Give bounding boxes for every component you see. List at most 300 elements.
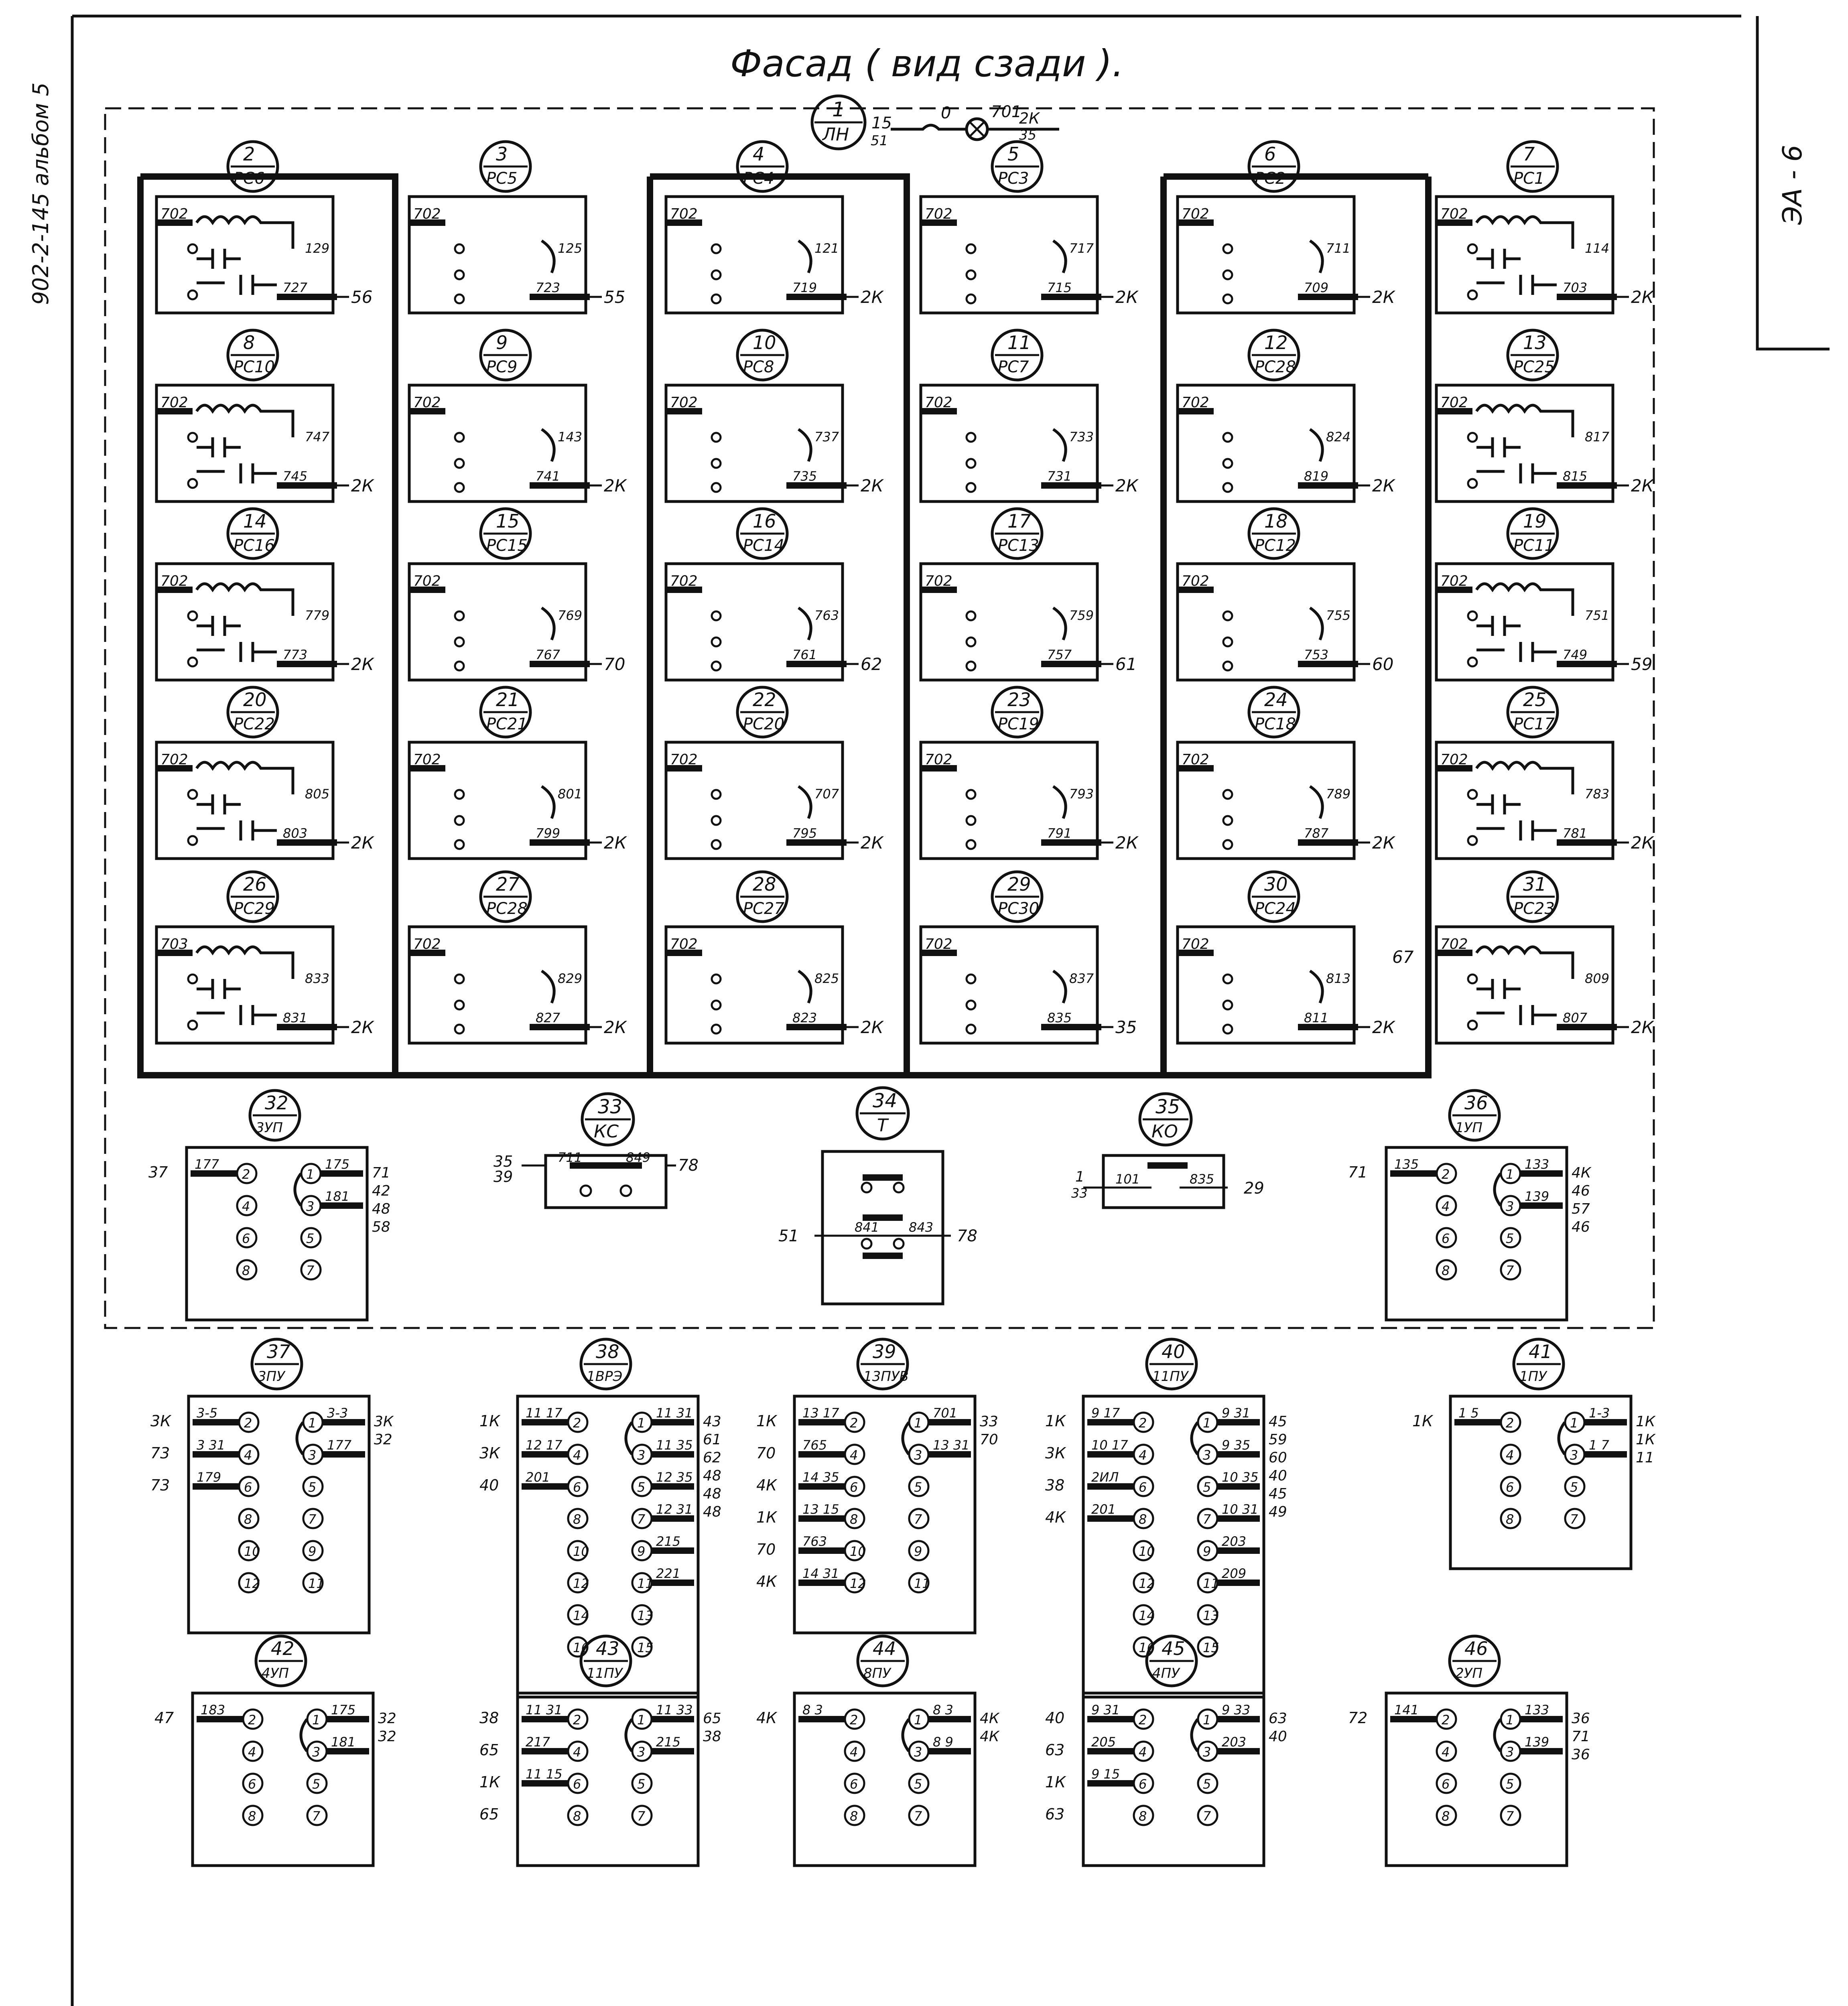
- svg-text:702: 702: [1182, 936, 1209, 952]
- svg-text:2К: 2К: [351, 1017, 374, 1037]
- svg-text:3К: 3К: [479, 1444, 500, 1462]
- svg-text:2К: 2К: [604, 1017, 627, 1037]
- svg-text:4К: 4К: [1045, 1509, 1066, 1526]
- svg-text:70: 70: [604, 654, 625, 674]
- svg-text:811: 811: [1304, 1010, 1329, 1025]
- svg-text:7: 7: [637, 1512, 646, 1527]
- svg-text:9 31: 9 31: [1091, 1702, 1120, 1718]
- svg-text:10: 10: [244, 1544, 260, 1559]
- svg-text:73: 73: [150, 1476, 170, 1494]
- svg-text:2К: 2К: [1115, 833, 1138, 853]
- svg-text:4: 4: [1442, 1744, 1450, 1760]
- svg-text:1ПУ: 1ПУ: [1519, 1368, 1547, 1385]
- svg-text:702: 702: [1440, 206, 1468, 222]
- svg-text:13: 13: [1523, 332, 1547, 353]
- svg-text:824: 824: [1326, 429, 1351, 445]
- svg-text:62: 62: [703, 1450, 721, 1466]
- svg-text:58: 58: [372, 1219, 390, 1235]
- svg-text:3: 3: [637, 1448, 646, 1463]
- svg-text:9: 9: [1203, 1544, 1211, 1559]
- svg-text:9 17: 9 17: [1091, 1405, 1120, 1421]
- svg-text:2: 2: [850, 1712, 858, 1728]
- relay-31: [1436, 872, 1655, 1043]
- relay-29: [921, 872, 1137, 1043]
- svg-text:РС27: РС27: [743, 899, 784, 918]
- svg-text:38: 38: [479, 1709, 499, 1727]
- svg-text:2К: 2К: [1115, 287, 1138, 307]
- svg-text:63: 63: [1269, 1710, 1287, 1727]
- relay-11: [921, 330, 1139, 502]
- svg-text:12 17: 12 17: [526, 1437, 563, 1453]
- svg-text:6: 6: [850, 1480, 858, 1495]
- svg-text:1: 1: [914, 1712, 922, 1728]
- svg-text:755: 755: [1326, 608, 1351, 623]
- svg-text:40: 40: [479, 1476, 499, 1494]
- svg-text:РС16: РС16: [234, 536, 275, 555]
- svg-text:1К: 1К: [1636, 1413, 1655, 1430]
- svg-text:РС4: РС4: [743, 169, 774, 188]
- svg-text:РС20: РС20: [743, 715, 784, 733]
- svg-text:8: 8: [1442, 1809, 1450, 1824]
- relay-25: [1436, 687, 1655, 859]
- relay-18: [1178, 509, 1393, 680]
- svg-text:5: 5: [1007, 143, 1019, 165]
- svg-text:1К: 1К: [479, 1773, 500, 1791]
- svg-text:78: 78: [957, 1227, 977, 1245]
- svg-text:1К: 1К: [1045, 1773, 1066, 1791]
- svg-text:4: 4: [242, 1199, 250, 1214]
- svg-text:24: 24: [1264, 689, 1288, 711]
- svg-text:14 31: 14 31: [802, 1566, 839, 1581]
- svg-text:14: 14: [1139, 1608, 1155, 1623]
- svg-text:5: 5: [637, 1480, 646, 1495]
- svg-text:12 35: 12 35: [656, 1470, 693, 1485]
- svg-text:221: 221: [656, 1566, 681, 1581]
- svg-text:11 15: 11 15: [526, 1766, 563, 1782]
- svg-text:7: 7: [308, 1512, 317, 1527]
- svg-text:35: 35: [1156, 1096, 1180, 1118]
- svg-text:15: 15: [1203, 1640, 1219, 1655]
- svg-text:РС21: РС21: [486, 715, 528, 733]
- svg-text:25: 25: [1523, 689, 1547, 711]
- svg-text:12: 12: [573, 1576, 589, 1591]
- svg-text:702: 702: [1440, 936, 1468, 952]
- device-35-ko: [1071, 1094, 1264, 1208]
- svg-text:2К: 2К: [351, 833, 374, 853]
- svg-text:823: 823: [792, 1010, 817, 1025]
- svg-text:13: 13: [1203, 1608, 1219, 1623]
- svg-text:33: 33: [1071, 1186, 1088, 1201]
- svg-text:2ИЛ: 2ИЛ: [1091, 1470, 1119, 1485]
- svg-text:РС24: РС24: [1255, 899, 1296, 918]
- svg-text:1К: 1К: [756, 1509, 777, 1526]
- svg-text:55: 55: [604, 287, 625, 307]
- svg-text:831: 831: [283, 1010, 308, 1025]
- switch-41: [1412, 1339, 1656, 1569]
- relay-27: [409, 872, 628, 1043]
- svg-text:765: 765: [802, 1437, 827, 1453]
- svg-text:8ПУ: 8ПУ: [863, 1665, 891, 1681]
- svg-text:6: 6: [242, 1231, 250, 1246]
- svg-text:22: 22: [753, 689, 776, 711]
- svg-text:135: 135: [1394, 1157, 1419, 1172]
- svg-text:114: 114: [1585, 241, 1610, 256]
- svg-text:1УП: 1УП: [1455, 1120, 1482, 1136]
- svg-text:3: 3: [1506, 1744, 1514, 1760]
- relay-26: [156, 872, 375, 1043]
- svg-text:12: 12: [1139, 1576, 1155, 1591]
- svg-text:РС11: РС11: [1513, 536, 1555, 555]
- svg-text:4: 4: [248, 1744, 256, 1760]
- svg-text:749: 749: [1563, 647, 1588, 662]
- svg-text:65: 65: [479, 1805, 499, 1823]
- svg-text:65: 65: [479, 1741, 499, 1759]
- svg-text:5: 5: [312, 1777, 321, 1792]
- svg-text:2К: 2К: [861, 476, 883, 495]
- svg-text:2К: 2К: [1631, 1017, 1654, 1037]
- svg-text:42: 42: [372, 1183, 390, 1199]
- svg-text:16: 16: [753, 510, 776, 532]
- svg-text:23: 23: [1007, 689, 1031, 711]
- svg-text:9: 9: [496, 332, 508, 353]
- svg-text:2: 2: [1442, 1167, 1450, 1182]
- svg-text:735: 735: [792, 469, 817, 484]
- svg-text:702: 702: [413, 394, 441, 411]
- svg-text:1: 1: [1203, 1712, 1211, 1728]
- svg-text:7: 7: [637, 1809, 646, 1824]
- svg-text:3: 3: [637, 1744, 646, 1760]
- svg-text:3К: 3К: [150, 1412, 171, 1430]
- svg-text:10 17: 10 17: [1091, 1437, 1128, 1453]
- svg-text:61: 61: [703, 1431, 721, 1448]
- svg-text:711: 711: [558, 1150, 583, 1165]
- svg-text:6: 6: [1139, 1480, 1147, 1495]
- svg-text:217: 217: [526, 1734, 550, 1750]
- svg-text:702: 702: [160, 394, 188, 411]
- svg-text:11: 11: [1203, 1576, 1219, 1591]
- svg-text:38: 38: [1045, 1476, 1065, 1494]
- svg-text:3ПУ: 3ПУ: [258, 1368, 285, 1385]
- svg-text:4: 4: [573, 1744, 581, 1760]
- svg-text:702: 702: [925, 751, 952, 768]
- svg-text:702: 702: [1440, 751, 1468, 768]
- svg-text:2К: 2К: [1372, 287, 1395, 307]
- svg-text:12 31: 12 31: [656, 1502, 693, 1517]
- svg-text:2К: 2К: [1631, 287, 1654, 307]
- svg-text:11: 11: [1007, 332, 1031, 353]
- svg-text:2К: 2К: [351, 476, 374, 495]
- svg-text:759: 759: [1069, 608, 1094, 623]
- svg-text:702: 702: [413, 206, 441, 222]
- svg-text:3: 3: [1506, 1199, 1514, 1214]
- svg-text:835: 835: [1047, 1010, 1072, 1025]
- svg-text:7: 7: [306, 1263, 315, 1278]
- svg-text:1: 1: [832, 98, 845, 121]
- svg-text:61: 61: [1115, 654, 1137, 674]
- svg-text:35: 35: [1019, 127, 1037, 143]
- page-title: Фасад ( вид сзади ).: [730, 42, 1124, 85]
- svg-text:32: 32: [378, 1710, 396, 1727]
- svg-text:829: 829: [558, 971, 583, 986]
- svg-text:5: 5: [914, 1777, 922, 1792]
- svg-text:8: 8: [850, 1512, 858, 1527]
- relay-14: [156, 509, 375, 680]
- switch-46: [1348, 1636, 1590, 1866]
- svg-text:7: 7: [1203, 1809, 1211, 1824]
- corner-code: ЭА - 6: [1777, 145, 1808, 225]
- svg-text:1: 1: [312, 1712, 321, 1728]
- svg-text:773: 773: [283, 647, 308, 662]
- svg-text:201: 201: [1091, 1502, 1116, 1517]
- svg-text:4К: 4К: [980, 1728, 999, 1745]
- svg-text:7: 7: [914, 1512, 922, 1527]
- svg-text:702: 702: [413, 751, 441, 768]
- svg-text:702: 702: [670, 394, 698, 411]
- svg-text:1К: 1К: [756, 1412, 777, 1430]
- svg-text:793: 793: [1069, 786, 1094, 802]
- svg-text:59: 59: [1269, 1431, 1287, 1448]
- svg-text:8: 8: [248, 1809, 256, 1824]
- svg-text:РС1: РС1: [1513, 169, 1545, 188]
- svg-text:4: 4: [1442, 1199, 1450, 1214]
- svg-text:11 35: 11 35: [656, 1437, 693, 1453]
- svg-text:51: 51: [778, 1227, 799, 1245]
- svg-text:181: 181: [331, 1734, 356, 1750]
- svg-text:РС17: РС17: [1513, 715, 1555, 733]
- svg-text:19: 19: [1523, 510, 1547, 532]
- svg-text:787: 787: [1304, 826, 1329, 841]
- svg-text:5: 5: [637, 1777, 646, 1792]
- relay-23: [921, 687, 1139, 859]
- svg-text:40: 40: [1162, 1341, 1185, 1362]
- svg-text:761: 761: [792, 647, 817, 662]
- svg-text:1К: 1К: [479, 1412, 500, 1430]
- svg-text:1К: 1К: [1412, 1412, 1433, 1430]
- svg-text:63: 63: [1045, 1805, 1065, 1823]
- svg-text:15: 15: [871, 114, 892, 132]
- svg-text:125: 125: [558, 241, 583, 256]
- relay-17: [921, 509, 1137, 680]
- svg-text:2К: 2К: [861, 833, 883, 853]
- svg-text:56: 56: [351, 287, 373, 307]
- svg-text:9: 9: [308, 1544, 317, 1559]
- switch-36: [1348, 1090, 1592, 1320]
- svg-text:20: 20: [243, 689, 267, 711]
- svg-text:141: 141: [1394, 1702, 1419, 1718]
- svg-text:72: 72: [1348, 1709, 1368, 1727]
- svg-text:13 15: 13 15: [802, 1502, 839, 1517]
- svg-text:837: 837: [1069, 971, 1094, 986]
- svg-text:4К: 4К: [756, 1573, 777, 1590]
- svg-text:3К: 3К: [1045, 1444, 1066, 1462]
- svg-text:727: 727: [283, 280, 308, 295]
- svg-text:789: 789: [1326, 786, 1351, 802]
- svg-text:733: 733: [1069, 429, 1094, 445]
- svg-text:139: 139: [1525, 1189, 1549, 1204]
- svg-text:0: 0: [941, 104, 951, 122]
- svg-text:1: 1: [1570, 1415, 1578, 1431]
- svg-text:5: 5: [1506, 1777, 1514, 1792]
- svg-text:2: 2: [243, 143, 255, 165]
- svg-text:2: 2: [1139, 1415, 1147, 1431]
- svg-text:РС23: РС23: [1513, 899, 1555, 918]
- svg-text:3: 3: [306, 1199, 315, 1214]
- relay-4: [666, 142, 884, 313]
- svg-text:45: 45: [1162, 1638, 1185, 1659]
- svg-text:8: 8: [573, 1809, 581, 1824]
- svg-text:5: 5: [1570, 1480, 1578, 1495]
- svg-text:31: 31: [1523, 873, 1547, 895]
- svg-text:РС6: РС6: [234, 169, 265, 188]
- svg-text:1 5: 1 5: [1458, 1405, 1479, 1421]
- svg-text:10: 10: [753, 332, 776, 353]
- svg-text:51: 51: [871, 133, 888, 149]
- svg-text:4: 4: [573, 1448, 581, 1463]
- svg-text:6: 6: [244, 1480, 252, 1495]
- svg-text:2К: 2К: [604, 476, 627, 495]
- svg-text:10 35: 10 35: [1222, 1470, 1259, 1485]
- relay-7: [1436, 142, 1655, 313]
- svg-text:6: 6: [850, 1777, 858, 1792]
- svg-text:КС: КС: [594, 1121, 619, 1142]
- svg-text:8: 8: [1139, 1809, 1147, 1824]
- svg-text:1: 1: [1203, 1415, 1211, 1431]
- svg-text:48: 48: [703, 1504, 721, 1520]
- svg-text:741: 741: [536, 469, 560, 484]
- svg-text:46: 46: [1572, 1183, 1590, 1199]
- svg-text:841: 841: [855, 1220, 879, 1235]
- relay-12: [1178, 330, 1396, 502]
- svg-text:702: 702: [925, 573, 952, 589]
- svg-text:9 35: 9 35: [1222, 1437, 1251, 1453]
- svg-text:36: 36: [1572, 1746, 1590, 1763]
- svg-text:4К: 4К: [980, 1710, 999, 1727]
- svg-text:РС14: РС14: [743, 536, 784, 555]
- svg-text:7: 7: [1203, 1512, 1211, 1527]
- svg-text:121: 121: [814, 241, 839, 256]
- svg-text:767: 767: [536, 647, 560, 662]
- svg-text:6: 6: [573, 1480, 581, 1495]
- svg-text:11: 11: [637, 1576, 654, 1591]
- svg-text:10: 10: [573, 1544, 589, 1559]
- svg-text:6: 6: [248, 1777, 256, 1792]
- svg-text:7: 7: [1523, 143, 1535, 165]
- svg-text:2К: 2К: [1631, 476, 1654, 495]
- svg-text:59: 59: [1631, 654, 1653, 674]
- svg-text:46: 46: [1572, 1219, 1590, 1235]
- relay-20: [156, 687, 375, 859]
- svg-text:33: 33: [980, 1413, 998, 1430]
- svg-text:35: 35: [1115, 1017, 1137, 1037]
- svg-text:825: 825: [814, 971, 839, 986]
- svg-text:702: 702: [925, 936, 952, 952]
- svg-text:6: 6: [1139, 1777, 1147, 1792]
- svg-text:60: 60: [1372, 654, 1394, 674]
- svg-text:2К: 2К: [1631, 833, 1654, 853]
- svg-text:702: 702: [160, 751, 188, 768]
- svg-text:2: 2: [1506, 1415, 1514, 1431]
- svg-text:4ПУ: 4ПУ: [1152, 1665, 1180, 1681]
- svg-text:4К: 4К: [756, 1709, 777, 1727]
- svg-text:33: 33: [598, 1096, 623, 1118]
- svg-text:2К: 2К: [1019, 110, 1040, 127]
- svg-text:6: 6: [1506, 1480, 1514, 1495]
- switch-37: [150, 1339, 394, 1633]
- svg-text:5: 5: [1203, 1480, 1211, 1495]
- svg-text:14 35: 14 35: [802, 1470, 839, 1485]
- svg-text:795: 795: [792, 826, 817, 841]
- svg-text:КО: КО: [1151, 1121, 1178, 1142]
- svg-text:8 3: 8 3: [933, 1702, 953, 1718]
- svg-text:209: 209: [1222, 1566, 1247, 1581]
- svg-text:9 33: 9 33: [1222, 1702, 1251, 1718]
- svg-text:827: 827: [536, 1010, 560, 1025]
- svg-text:4УП: 4УП: [262, 1665, 289, 1681]
- svg-text:10 31: 10 31: [1222, 1502, 1259, 1517]
- svg-text:7: 7: [1506, 1809, 1514, 1824]
- svg-text:10: 10: [850, 1544, 866, 1559]
- svg-text:15: 15: [637, 1640, 654, 1655]
- svg-text:6: 6: [1442, 1231, 1450, 1246]
- svg-text:70: 70: [980, 1431, 998, 1448]
- svg-text:175: 175: [325, 1157, 350, 1172]
- svg-text:7: 7: [312, 1809, 321, 1824]
- svg-text:17: 17: [1007, 510, 1031, 532]
- svg-text:7: 7: [1506, 1263, 1514, 1278]
- svg-text:8: 8: [1506, 1512, 1514, 1527]
- svg-text:1: 1: [1506, 1712, 1514, 1728]
- svg-text:32: 32: [265, 1092, 288, 1114]
- svg-text:48: 48: [372, 1201, 390, 1217]
- svg-text:12: 12: [1264, 332, 1288, 353]
- svg-text:14: 14: [573, 1608, 589, 1623]
- svg-text:6: 6: [1442, 1777, 1450, 1792]
- relay-21: [409, 687, 628, 859]
- svg-text:11ПУ: 11ПУ: [587, 1665, 623, 1681]
- svg-text:РС12: РС12: [1255, 536, 1296, 555]
- svg-text:702: 702: [1440, 394, 1468, 411]
- svg-text:1 7: 1 7: [1589, 1437, 1609, 1453]
- svg-text:702: 702: [670, 573, 698, 589]
- svg-text:801: 801: [558, 786, 583, 802]
- svg-text:45: 45: [1269, 1413, 1287, 1430]
- svg-text:РС30: РС30: [998, 899, 1039, 918]
- svg-text:РС22: РС22: [234, 715, 275, 733]
- svg-text:757: 757: [1047, 647, 1072, 662]
- svg-text:7: 7: [914, 1809, 922, 1824]
- svg-text:2: 2: [242, 1167, 250, 1182]
- svg-text:1-3: 1-3: [1589, 1405, 1610, 1421]
- svg-text:702: 702: [670, 206, 698, 222]
- svg-text:2: 2: [573, 1415, 581, 1431]
- svg-text:37: 37: [267, 1341, 290, 1362]
- svg-text:8: 8: [1442, 1263, 1450, 1278]
- svg-text:2: 2: [850, 1415, 858, 1431]
- svg-text:40: 40: [1045, 1709, 1065, 1727]
- svg-text:РС25: РС25: [1513, 358, 1555, 376]
- switch-45: [1045, 1636, 1287, 1866]
- svg-text:3: 3: [914, 1448, 922, 1463]
- svg-text:РС3: РС3: [998, 169, 1029, 188]
- svg-text:71: 71: [372, 1165, 390, 1181]
- svg-text:731: 731: [1047, 469, 1072, 484]
- svg-text:807: 807: [1563, 1010, 1588, 1025]
- svg-text:8 9: 8 9: [933, 1734, 953, 1750]
- svg-text:2УП: 2УП: [1455, 1665, 1482, 1681]
- svg-text:4К: 4К: [1572, 1165, 1591, 1181]
- svg-text:36: 36: [1464, 1092, 1488, 1114]
- svg-text:6: 6: [573, 1777, 581, 1792]
